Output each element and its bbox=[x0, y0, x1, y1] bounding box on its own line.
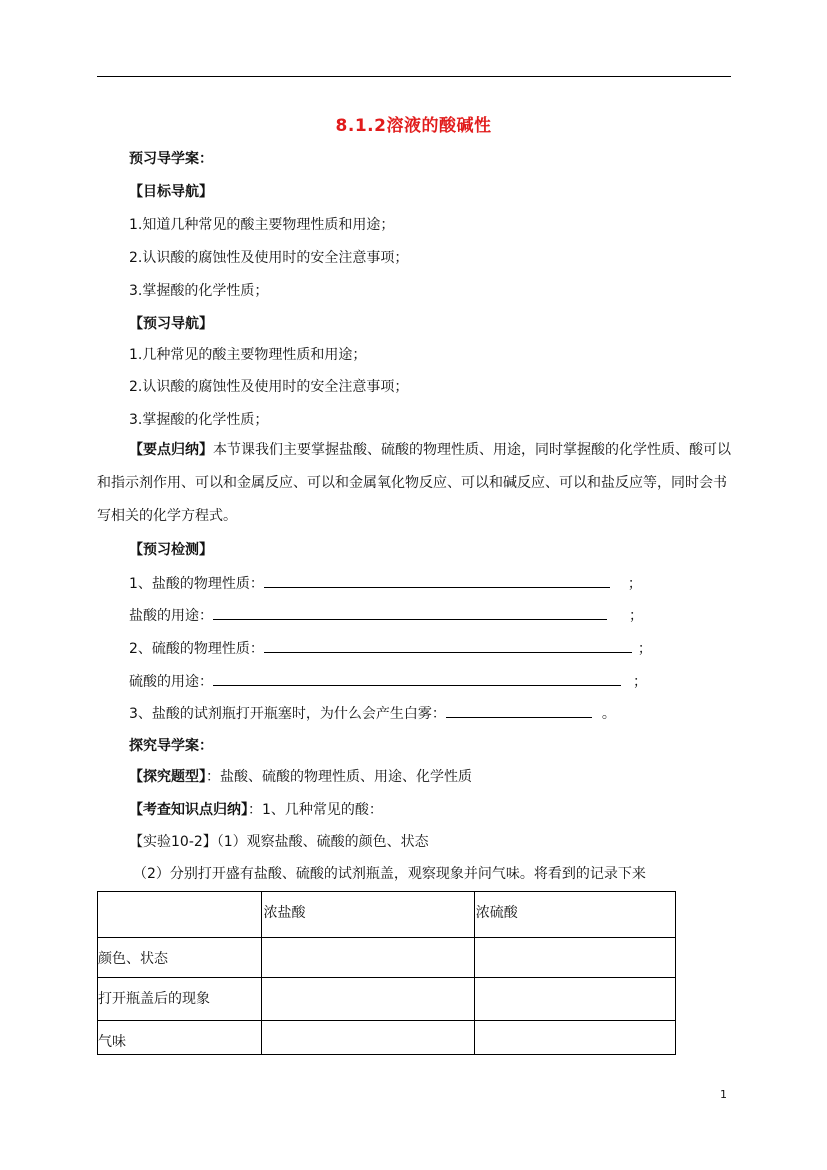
page-title: 8.1.2溶液的酸碱性 bbox=[335, 116, 492, 136]
summary-text: 本节课我们主要掌握盐酸、硫酸的物理性质、用途，同时掌握酸的化学性质、酸可以和指示剂作用、可以和金属反应、可以和金属氧化物反应、可以和碱反应、可以和盐反应等，同时会书写相关的化学方程式。 bbox=[97, 442, 731, 524]
question-2a bbox=[129, 638, 652, 659]
table-header-cell: 浓硫酸 bbox=[474, 892, 675, 938]
semicolon: ； bbox=[629, 608, 643, 624]
goal-item: 3.掌握酸的化学性质； bbox=[129, 283, 269, 299]
question-1b bbox=[129, 605, 643, 626]
question-3 bbox=[129, 703, 616, 724]
table-cell[interactable] bbox=[262, 1021, 474, 1055]
table-row-label: 颜色、状态 bbox=[98, 938, 262, 978]
answer-blank-1a[interactable] bbox=[264, 573, 610, 588]
answer-blank-2a[interactable] bbox=[264, 638, 632, 653]
goal-item: 2.认识酸的腐蚀性及使用时的安全注意事项； bbox=[129, 250, 409, 266]
check-heading: 【预习检测】 bbox=[129, 542, 213, 558]
question-2b bbox=[129, 671, 647, 692]
question-1b-label: 盐酸的用途： bbox=[129, 608, 213, 624]
summary-label: 【要点归纳】 bbox=[129, 442, 213, 458]
question-1a-label: 1、盐酸的物理性质： bbox=[129, 576, 264, 592]
table-cell bbox=[98, 892, 262, 938]
topic-text: ：盐酸、硫酸的物理性质、用途、化学性质 bbox=[206, 769, 472, 785]
table-header-cell: 浓盐酸 bbox=[262, 892, 474, 938]
results-table bbox=[97, 891, 676, 1055]
summary-paragraph bbox=[97, 434, 731, 533]
experiment-line-2: （2）分别打开盛有盐酸、硫酸的试剂瓶盖，观察现象并问气味。将看到的记录下来 bbox=[133, 866, 646, 882]
question-3-label: 3、盐酸的试剂瓶打开瓶塞时，为什么会产生白雾： bbox=[129, 706, 446, 722]
question-2a-label: 2、硫酸的物理性质： bbox=[129, 641, 264, 657]
page-number: 1 bbox=[720, 1088, 727, 1101]
topic-line bbox=[129, 767, 472, 787]
semicolon: ； bbox=[627, 576, 642, 592]
answer-blank-3[interactable] bbox=[446, 703, 592, 718]
topic-label: 【探究题型】 bbox=[129, 769, 206, 785]
knowledge-label: 【考查知识点归纳】 bbox=[129, 802, 248, 818]
guide-item: 2.认识酸的腐蚀性及使用时的安全注意事项； bbox=[129, 379, 409, 395]
knowledge-text: ：1、几种常见的酸： bbox=[248, 802, 383, 818]
guide-heading: 【预习导航】 bbox=[129, 316, 213, 332]
guide-item: 1.几种常见的酸主要物理性质和用途； bbox=[129, 347, 367, 363]
period: 。 bbox=[601, 706, 616, 722]
answer-blank-2b[interactable] bbox=[213, 671, 621, 686]
table-cell[interactable] bbox=[474, 1021, 675, 1055]
knowledge-line bbox=[129, 800, 383, 820]
answer-blank-1b[interactable] bbox=[213, 605, 607, 620]
table-cell[interactable] bbox=[262, 938, 474, 978]
table-row-label: 气味 bbox=[98, 1021, 262, 1055]
table-row-label: 打开瓶盖后的现象 bbox=[98, 978, 262, 1021]
table-cell[interactable] bbox=[474, 978, 675, 1021]
guide-item: 3.掌握酸的化学性质； bbox=[129, 412, 269, 428]
semicolon: ； bbox=[637, 641, 652, 657]
header-rule bbox=[97, 76, 731, 77]
goal-item: 1.知道几种常见的酸主要物理性质和用途； bbox=[129, 217, 395, 233]
goals-heading: 【目标导航】 bbox=[129, 184, 213, 200]
table-row bbox=[98, 938, 676, 978]
table-cell[interactable] bbox=[262, 978, 474, 1021]
question-2b-label: 硫酸的用途： bbox=[129, 674, 213, 690]
semicolon: ； bbox=[633, 674, 647, 690]
table-row bbox=[98, 978, 676, 1021]
explore-heading: 探究导学案： bbox=[129, 738, 213, 754]
table-cell[interactable] bbox=[474, 938, 675, 978]
experiment-line-1: 【实验10-2】（1）观察盐酸、硫酸的颜色、状态 bbox=[129, 834, 429, 850]
preview-heading: 预习导学案： bbox=[129, 151, 213, 167]
table-header-row bbox=[98, 892, 676, 938]
question-1a bbox=[129, 573, 642, 594]
table-row bbox=[98, 1021, 676, 1055]
